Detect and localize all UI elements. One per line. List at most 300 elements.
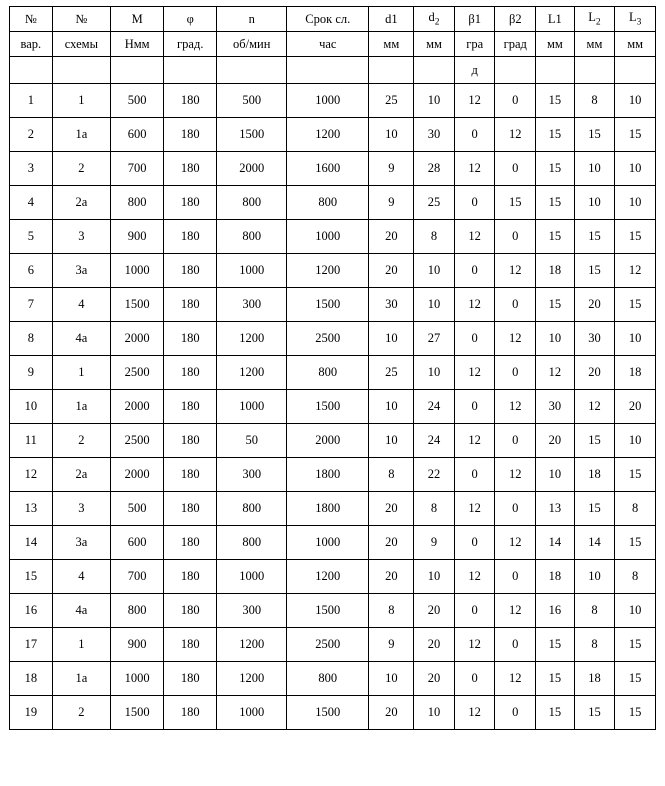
table-cell: 30 (414, 118, 455, 152)
table-cell: 1500 (217, 118, 287, 152)
table-cell: 15 (574, 696, 615, 730)
table-row (10, 186, 656, 220)
table-cell: 20 (414, 662, 455, 696)
header-unit-scheme-no: схемы (52, 32, 110, 57)
table-cell: 1200 (217, 356, 287, 390)
header-cell-l1: L1 (536, 7, 575, 32)
table-row (10, 390, 656, 424)
header-cell-phi: φ (164, 7, 217, 32)
table-cell: 1800 (287, 458, 369, 492)
table-cell: 2000 (111, 322, 164, 356)
table-cell: 10 (615, 322, 656, 356)
table-cell: 1200 (217, 628, 287, 662)
table-cell: 180 (164, 254, 217, 288)
table-cell: 25 (369, 356, 414, 390)
table-cell: 2 (52, 696, 110, 730)
table-cell: 2000 (111, 390, 164, 424)
table-cell: 800 (217, 492, 287, 526)
table-cell: 3а (52, 526, 110, 560)
table-cell: 300 (217, 458, 287, 492)
table-cell: 8 (414, 492, 455, 526)
table-row (10, 84, 656, 118)
table-cell: 10 (615, 84, 656, 118)
table-cell: 3а (52, 254, 110, 288)
table-cell: 12 (454, 492, 495, 526)
table-cell: 20 (536, 424, 575, 458)
table-cell: 13 (536, 492, 575, 526)
table-cell: 12 (454, 424, 495, 458)
table-cell: 20 (369, 492, 414, 526)
table-cell: 12 (615, 254, 656, 288)
table-cell: 0 (454, 186, 495, 220)
table-cell: 15 (615, 288, 656, 322)
table-row (10, 424, 656, 458)
table-cell: 1200 (287, 560, 369, 594)
table-row (10, 526, 656, 560)
header-cell-scheme-no: № (52, 7, 110, 32)
table-cell: 1 (52, 628, 110, 662)
table-cell: 10 (615, 186, 656, 220)
table-cell: 180 (164, 662, 217, 696)
header-unit-d1: мм (369, 32, 414, 57)
table-cell: 15 (615, 526, 656, 560)
table-cell: 180 (164, 628, 217, 662)
table-cell: 1500 (287, 594, 369, 628)
table-cell: 800 (111, 594, 164, 628)
table-cell: 12 (495, 526, 536, 560)
table-cell: 1200 (217, 662, 287, 696)
table-cell: 0 (454, 458, 495, 492)
table-cell: 1000 (111, 662, 164, 696)
table-cell: 1500 (111, 288, 164, 322)
table-cell: 24 (414, 424, 455, 458)
header-cell-n: n (217, 7, 287, 32)
table-cell: 8 (369, 594, 414, 628)
table-cell: 15 (574, 492, 615, 526)
document-page (0, 6, 665, 786)
table-cell: 9 (10, 356, 53, 390)
table-cell: 0 (454, 254, 495, 288)
table-cell: 12 (495, 118, 536, 152)
table-cell: 15 (615, 696, 656, 730)
table-cell: 12 (536, 356, 575, 390)
table-cell: 15 (536, 152, 575, 186)
table-cell: 180 (164, 594, 217, 628)
table-cell: 7 (10, 288, 53, 322)
header-unit-m: Нмм (111, 32, 164, 57)
table-cell: 1200 (287, 254, 369, 288)
table-cell: 10 (574, 152, 615, 186)
table-cell: 50 (217, 424, 287, 458)
table-cell: 3 (10, 152, 53, 186)
table-cell: 9 (414, 526, 455, 560)
table-cell: 1 (52, 84, 110, 118)
table-cell: 2а (52, 186, 110, 220)
table-cell: 15 (536, 186, 575, 220)
table-cell: 15 (10, 560, 53, 594)
header-extra-scheme-no (52, 57, 110, 84)
table-cell: 15 (615, 662, 656, 696)
header-unit-d2: мм (414, 32, 455, 57)
table-cell: 700 (111, 152, 164, 186)
table-cell: 0 (495, 560, 536, 594)
table-cell: 15 (574, 254, 615, 288)
table-cell: 20 (369, 560, 414, 594)
table-cell: 800 (217, 526, 287, 560)
header-cell-l3-subscript: 3 (636, 17, 642, 28)
table-cell: 180 (164, 118, 217, 152)
table-cell: 180 (164, 84, 217, 118)
table-cell: 800 (217, 220, 287, 254)
header-cell-beta1: β1 (454, 7, 495, 32)
table-cell: 9 (369, 186, 414, 220)
table-cell: 0 (495, 492, 536, 526)
table-cell: 180 (164, 696, 217, 730)
header-cell-l3 (615, 7, 656, 32)
table-cell: 1600 (287, 152, 369, 186)
table-cell: 0 (454, 118, 495, 152)
table-cell: 10 (414, 288, 455, 322)
header-extra-m (111, 57, 164, 84)
table-cell: 16 (10, 594, 53, 628)
table-cell: 10 (615, 152, 656, 186)
table-cell: 15 (536, 288, 575, 322)
table-header-row-2 (10, 32, 656, 57)
table-cell: 18 (10, 662, 53, 696)
table-cell: 15 (536, 84, 575, 118)
table-cell: 10 (369, 662, 414, 696)
table-cell: 15 (615, 118, 656, 152)
table-cell: 16 (536, 594, 575, 628)
table-row (10, 628, 656, 662)
table-cell: 15 (536, 628, 575, 662)
table-cell: 18 (615, 356, 656, 390)
table-cell: 0 (454, 390, 495, 424)
table-cell: 14 (10, 526, 53, 560)
table-cell: 1000 (287, 526, 369, 560)
table-cell: 1500 (287, 288, 369, 322)
table-cell: 0 (454, 526, 495, 560)
table-cell: 180 (164, 356, 217, 390)
table-cell: 180 (164, 458, 217, 492)
table-row (10, 458, 656, 492)
header-unit-phi: град. (164, 32, 217, 57)
table-cell: 18 (536, 560, 575, 594)
table-cell: 2 (10, 118, 53, 152)
table-cell: 20 (369, 220, 414, 254)
table-cell: 10 (414, 254, 455, 288)
table-cell: 1 (10, 84, 53, 118)
header-unit-beta2: град (495, 32, 536, 57)
table-cell: 10 (536, 458, 575, 492)
table-cell: 20 (369, 526, 414, 560)
table-cell: 1800 (287, 492, 369, 526)
header-extra-l1 (536, 57, 575, 84)
header-extra-d1 (369, 57, 414, 84)
table-cell: 20 (574, 288, 615, 322)
table-cell: 30 (369, 288, 414, 322)
table-cell: 18 (574, 662, 615, 696)
table-cell: 11 (10, 424, 53, 458)
table-cell: 800 (217, 186, 287, 220)
table-row (10, 118, 656, 152)
table-cell: 2 (52, 424, 110, 458)
header-unit-l1: мм (536, 32, 575, 57)
table-cell: 13 (10, 492, 53, 526)
table-cell: 0 (454, 662, 495, 696)
table-cell: 1а (52, 390, 110, 424)
header-cell-m: M (111, 7, 164, 32)
table-cell: 10 (615, 424, 656, 458)
table-cell: 6 (10, 254, 53, 288)
table-cell: 800 (287, 662, 369, 696)
table-cell: 0 (454, 322, 495, 356)
table-cell: 12 (495, 594, 536, 628)
table-cell: 800 (287, 356, 369, 390)
table-row (10, 152, 656, 186)
table-cell: 500 (217, 84, 287, 118)
table-cell: 2000 (217, 152, 287, 186)
table-cell: 8 (615, 560, 656, 594)
table-cell: 10 (369, 424, 414, 458)
table-cell: 15 (574, 220, 615, 254)
table-row (10, 662, 656, 696)
table-row (10, 254, 656, 288)
table-cell: 19 (10, 696, 53, 730)
header-extra-n (217, 57, 287, 84)
table-cell: 9 (369, 628, 414, 662)
table-cell: 10 (369, 322, 414, 356)
table-cell: 2500 (111, 356, 164, 390)
table-cell: 800 (111, 186, 164, 220)
header-extra-var-no (10, 57, 53, 84)
table-cell: 2000 (111, 458, 164, 492)
table-row (10, 356, 656, 390)
table-cell: 10 (414, 84, 455, 118)
table-cell: 12 (454, 560, 495, 594)
table-cell: 12 (495, 662, 536, 696)
header-cell-l2-base: L (588, 10, 596, 24)
header-unit-beta1: гра (454, 32, 495, 57)
header-extra-service-life (287, 57, 369, 84)
table-cell: 15 (536, 118, 575, 152)
table-cell: 12 (454, 288, 495, 322)
table-cell: 0 (495, 220, 536, 254)
table-cell: 1000 (217, 696, 287, 730)
table-cell: 900 (111, 628, 164, 662)
table-cell: 600 (111, 118, 164, 152)
table-row (10, 492, 656, 526)
table-row (10, 594, 656, 628)
table-cell: 15 (536, 662, 575, 696)
table-cell: 1а (52, 118, 110, 152)
table-cell: 1000 (217, 560, 287, 594)
header-cell-d2 (414, 7, 455, 32)
table-row (10, 288, 656, 322)
table-cell: 180 (164, 288, 217, 322)
table-cell: 1500 (287, 390, 369, 424)
header-cell-d2-base: d (428, 10, 435, 24)
table-cell: 700 (111, 560, 164, 594)
table-cell: 12 (495, 390, 536, 424)
table-cell: 0 (495, 84, 536, 118)
table-cell: 180 (164, 424, 217, 458)
table-cell: 15 (615, 628, 656, 662)
table-cell: 20 (574, 356, 615, 390)
table-cell: 8 (10, 322, 53, 356)
table-cell: 12 (495, 458, 536, 492)
table-cell: 15 (495, 186, 536, 220)
table-cell: 180 (164, 492, 217, 526)
table-cell: 8 (615, 492, 656, 526)
table-cell: 18 (536, 254, 575, 288)
table-cell: 10 (574, 186, 615, 220)
table-cell: 12 (495, 254, 536, 288)
table-cell: 900 (111, 220, 164, 254)
header-cell-l2-subscript: 2 (595, 17, 601, 28)
table-cell: 10 (615, 594, 656, 628)
header-cell-d1: d1 (369, 7, 414, 32)
table-cell: 180 (164, 322, 217, 356)
table-cell: 2000 (287, 424, 369, 458)
table-cell: 12 (10, 458, 53, 492)
table-cell: 30 (536, 390, 575, 424)
table-cell: 25 (414, 186, 455, 220)
table-cell: 14 (574, 526, 615, 560)
table-cell: 8 (414, 220, 455, 254)
table-cell: 10 (574, 560, 615, 594)
table-cell: 15 (615, 458, 656, 492)
table-cell: 4а (52, 594, 110, 628)
table-cell: 12 (454, 356, 495, 390)
header-extra-l2 (574, 57, 615, 84)
table-cell: 12 (495, 322, 536, 356)
table-body (10, 84, 656, 730)
table-cell: 180 (164, 186, 217, 220)
table-cell: 180 (164, 526, 217, 560)
table-cell: 10 (369, 390, 414, 424)
table-cell: 15 (536, 696, 575, 730)
table-row (10, 220, 656, 254)
table-cell: 8 (574, 628, 615, 662)
table-cell: 2500 (111, 424, 164, 458)
table-cell: 25 (369, 84, 414, 118)
table-cell: 12 (454, 84, 495, 118)
table-cell: 15 (536, 220, 575, 254)
table-cell: 12 (454, 696, 495, 730)
table-cell: 800 (287, 186, 369, 220)
table-cell: 1000 (217, 254, 287, 288)
header-extra-d2 (414, 57, 455, 84)
table-cell: 15 (574, 424, 615, 458)
table-cell: 2 (52, 152, 110, 186)
table-row (10, 560, 656, 594)
header-unit-var-no: вар. (10, 32, 53, 57)
table-cell: 2500 (287, 628, 369, 662)
header-cell-d2-subscript: 2 (434, 17, 440, 28)
table-cell: 10 (369, 118, 414, 152)
table-cell: 15 (615, 220, 656, 254)
table-cell: 12 (454, 152, 495, 186)
table-cell: 1 (52, 356, 110, 390)
table-header-row-3 (10, 57, 656, 84)
table-cell: 15 (574, 118, 615, 152)
header-extra-beta2 (495, 57, 536, 84)
table-cell: 5 (10, 220, 53, 254)
table-cell: 4а (52, 322, 110, 356)
table-cell: 4 (52, 560, 110, 594)
table-cell: 0 (495, 152, 536, 186)
table-row (10, 696, 656, 730)
table-cell: 20 (414, 628, 455, 662)
table-cell: 24 (414, 390, 455, 424)
table-cell: 1000 (287, 220, 369, 254)
header-unit-n: об/мин (217, 32, 287, 57)
header-unit-l2: мм (574, 32, 615, 57)
table-cell: 3 (52, 220, 110, 254)
header-unit-service-life: час (287, 32, 369, 57)
table-cell: 12 (454, 220, 495, 254)
table-cell: 0 (454, 594, 495, 628)
table-cell: 18 (574, 458, 615, 492)
header-cell-var-no: № (10, 7, 53, 32)
table-cell: 12 (574, 390, 615, 424)
table-cell: 500 (111, 492, 164, 526)
table-cell: 2а (52, 458, 110, 492)
table-cell: 10 (10, 390, 53, 424)
table-cell: 20 (369, 696, 414, 730)
table-cell: 20 (414, 594, 455, 628)
table-cell: 180 (164, 560, 217, 594)
table-cell: 0 (495, 288, 536, 322)
table-cell: 4 (52, 288, 110, 322)
header-cell-service-life: Срок сл. (287, 7, 369, 32)
table-cell: 1000 (111, 254, 164, 288)
table-cell: 3 (52, 492, 110, 526)
table-cell: 180 (164, 220, 217, 254)
table-cell: 10 (414, 696, 455, 730)
table-cell: 14 (536, 526, 575, 560)
table-cell: 2500 (287, 322, 369, 356)
table-cell: 10 (414, 356, 455, 390)
table-cell: 10 (536, 322, 575, 356)
table-cell: 12 (454, 628, 495, 662)
header-cell-l2 (574, 7, 615, 32)
variants-table (9, 6, 656, 730)
table-cell: 180 (164, 390, 217, 424)
table-cell: 1000 (287, 84, 369, 118)
table-cell: 8 (574, 594, 615, 628)
header-extra-beta1: д (454, 57, 495, 84)
table-cell: 300 (217, 594, 287, 628)
table-row (10, 322, 656, 356)
table-cell: 1а (52, 662, 110, 696)
table-cell: 600 (111, 526, 164, 560)
table-cell: 10 (414, 560, 455, 594)
table-cell: 300 (217, 288, 287, 322)
table-cell: 28 (414, 152, 455, 186)
header-unit-l3: мм (615, 32, 656, 57)
header-extra-l3 (615, 57, 656, 84)
table-cell: 1200 (217, 322, 287, 356)
header-cell-l3-base: L (628, 10, 637, 24)
table-cell: 0 (495, 356, 536, 390)
table-cell: 1500 (287, 696, 369, 730)
table-cell: 9 (369, 152, 414, 186)
table-cell: 20 (615, 390, 656, 424)
table-cell: 27 (414, 322, 455, 356)
table-cell: 0 (495, 628, 536, 662)
